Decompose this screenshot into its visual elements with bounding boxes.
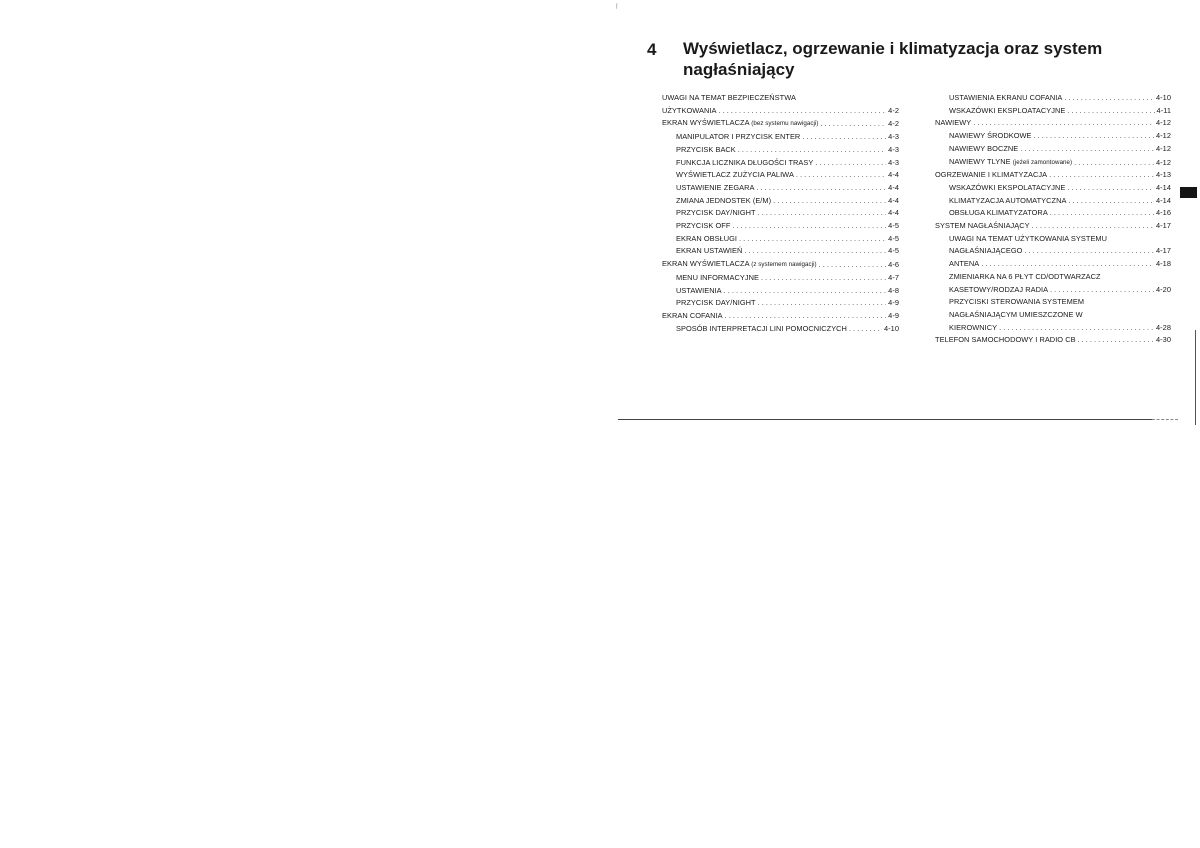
toc-page-number: 4-3 <box>888 132 899 142</box>
toc-entry-label-text: PRZYCISK OFF <box>676 221 731 231</box>
toc-entry <box>935 182 1171 195</box>
toc-entry-label-text: NAWIEWY <box>935 118 972 128</box>
toc-entry <box>662 117 899 131</box>
toc-page-number: 4-13 <box>1156 170 1171 180</box>
toc-entry-label <box>949 207 1048 220</box>
toc-entry-label <box>676 220 730 233</box>
dot-leader <box>756 182 886 195</box>
toc-page-number: 4-5 <box>888 246 899 256</box>
toc-entry-label <box>676 285 722 298</box>
toc-entry-label <box>949 195 1066 208</box>
dot-leader <box>849 323 882 336</box>
toc-entry-label <box>949 182 1065 195</box>
toc-entry <box>662 233 899 246</box>
toc-entry <box>662 157 899 170</box>
toc-entry-label <box>949 143 1018 156</box>
toc-entry-label-text: PRZYCISK BACK <box>676 144 736 154</box>
toc-page-number: 4-30 <box>1156 335 1171 345</box>
toc-entry-label-line: ZMIENIARKA NA 6 PŁYT CD/ODTWARZACZ <box>949 271 1101 281</box>
toc-entry-label-text: EKRAN OBSŁUGI <box>676 233 738 243</box>
toc-entry-label <box>676 245 742 258</box>
toc-entry <box>935 117 1171 130</box>
toc-entry <box>662 272 899 285</box>
toc-entry-label-text: WSKAZÓWKI EKSPLOATACYJNE <box>949 105 1066 115</box>
toc-entry-label <box>676 207 756 220</box>
toc-entry <box>662 297 899 310</box>
toc-entry <box>662 220 899 233</box>
toc-entry-note: (bez systemu nawigacji) <box>751 120 819 128</box>
dot-leader <box>725 310 887 323</box>
toc-entry-label-text: ANTENA <box>949 259 980 269</box>
toc-entry <box>662 92 899 117</box>
toc-entry-label-text: EKRAN COFANIA <box>662 310 723 320</box>
toc-entry-label <box>662 117 818 131</box>
toc-entry-label-text: WSKAZÓWKI EKSPOLATACYJNE <box>949 182 1066 192</box>
toc-page-number: 4-14 <box>1156 195 1171 205</box>
toc-entry-label-text: NAGŁAŚNIAJĄCEGO <box>949 246 1023 256</box>
toc-page-number: 4-2 <box>888 119 899 129</box>
toc-entry <box>662 285 899 298</box>
dot-leader <box>761 272 886 285</box>
dot-leader <box>718 105 886 118</box>
dot-leader <box>796 169 886 182</box>
toc-entry-label-text: PRZYCISK DAY/NIGHT <box>676 298 756 308</box>
toc-entry-label-line: PRZYCISKI STEROWANIA SYSTEMEM <box>949 297 1085 307</box>
toc-page-number: 4-12 <box>1156 143 1171 153</box>
toc-page-number: 4-4 <box>888 182 899 192</box>
toc-entry-label-text: NAWIEWY BOCZNE <box>949 143 1019 153</box>
toc-entry-label <box>662 258 817 272</box>
toc-entry <box>662 310 899 323</box>
toc-page-number: 4-20 <box>1156 284 1171 294</box>
toc-entry-label-text: KASETOWY/RODZAJ RADIA <box>949 284 1049 294</box>
dot-leader <box>1050 207 1154 220</box>
toc-entry-label-text: USTAWIENIE ZEGARA <box>676 182 755 192</box>
dot-leader <box>802 131 886 144</box>
toc-entry-label-text: PRZYCISK DAY/NIGHT <box>676 208 756 218</box>
toc-entry <box>935 156 1171 170</box>
toc-entry-label-text: ZMIANA JEDNOSTEK (E/M) <box>676 195 772 205</box>
toc-entry-label-text: SPOSÓB INTERPRETACJI LINI POMOCNICZYCH <box>676 323 847 333</box>
toc-entry-label <box>949 284 1048 297</box>
toc-entry-label-text: KLIMATYZACJA AUTOMATYCZNA <box>949 195 1067 205</box>
toc-entry-note: (jeżeli zamontowane) <box>1012 158 1073 166</box>
toc-entry-label-text: EKRAN USTAWIEŃ <box>676 246 743 256</box>
toc-page-number: 4-7 <box>888 272 899 282</box>
toc-page-number: 4-17 <box>1156 246 1171 256</box>
toc-entry-label <box>949 245 1022 258</box>
toc-page-number: 4-16 <box>1156 208 1171 218</box>
toc-entry-label <box>676 233 737 246</box>
toc-entry-label-line: UWAGI NA TEMAT BEZPIECZEŃSTWA <box>662 93 796 102</box>
toc-page-number: 4-10 <box>884 323 899 333</box>
dot-leader <box>1049 169 1154 182</box>
dot-leader <box>758 207 887 220</box>
toc-right-column <box>935 92 1171 347</box>
toc-entry-label <box>676 182 754 195</box>
toc-entry-label <box>949 322 997 335</box>
toc-page-number: 4-12 <box>1156 118 1171 128</box>
toc-page-number: 4-4 <box>888 208 899 218</box>
toc-entry <box>935 220 1171 233</box>
toc-page-number: 4-3 <box>888 144 899 154</box>
dot-leader <box>1074 157 1154 170</box>
toc-entry-label <box>676 157 813 170</box>
toc-page-number: 4-5 <box>888 221 899 231</box>
toc-entry <box>935 143 1171 156</box>
toc-entry-label <box>935 169 1047 182</box>
toc-entry-label-text: MANIPULATOR I PRZYCISK ENTER <box>676 132 801 142</box>
dot-leader <box>773 195 886 208</box>
toc-left-column <box>662 92 899 335</box>
toc-page-number: 4-12 <box>1156 157 1171 167</box>
toc-entry-label-text: NAWIEWY ŚRODKOWE <box>949 131 1032 141</box>
toc-entry-label-text: USTAWIENIA <box>676 285 722 295</box>
toc-entry <box>935 92 1171 105</box>
toc-entry-label-text: UŻYTKOWANIA <box>662 105 717 115</box>
toc-entry-label-text: EKRAN WYŚWIETLACZA <box>662 259 750 269</box>
page-edge-line <box>1195 330 1196 425</box>
dot-leader <box>1020 143 1154 156</box>
dot-leader <box>758 297 887 310</box>
toc-page-number: 4-3 <box>888 157 899 167</box>
toc-entry <box>935 334 1171 347</box>
toc-entry-label-text: FUNKCJA LICZNIKA DŁUGOŚCI TRASY <box>676 157 814 167</box>
dot-leader <box>739 233 886 246</box>
toc-entry <box>935 195 1171 208</box>
toc-entry-label-text: TELEFON SAMOCHODOWY I RADIO CB <box>935 335 1076 345</box>
toc-page-number: 4-6 <box>888 260 899 270</box>
toc-entry <box>935 258 1171 271</box>
dot-leader <box>819 259 887 272</box>
toc-entry-label-text: OBSŁUGA KLIMATYZATORA <box>949 208 1048 218</box>
toc-entry <box>935 130 1171 143</box>
toc-entry <box>662 144 899 157</box>
toc-page-number: 4-12 <box>1156 131 1171 141</box>
toc-page-number: 4-11 <box>1156 105 1171 115</box>
bottom-rule <box>618 419 1152 420</box>
toc-entry-label <box>676 195 771 208</box>
toc-entry <box>662 245 899 258</box>
dot-leader <box>738 144 886 157</box>
dot-leader <box>744 245 886 258</box>
toc-page-number: 4-9 <box>888 310 899 320</box>
dot-leader <box>973 117 1154 130</box>
dot-leader <box>1034 130 1154 143</box>
toc-entry <box>662 182 899 195</box>
toc-entry <box>935 296 1171 334</box>
dot-leader <box>981 258 1154 271</box>
toc-entry-label <box>949 130 1032 143</box>
crop-mark: ⌈ <box>616 4 619 10</box>
dot-leader <box>815 157 886 170</box>
dot-leader <box>732 220 886 233</box>
toc-entry <box>662 131 899 144</box>
toc-entry <box>662 258 899 272</box>
toc-entry-label <box>676 144 736 157</box>
dot-leader <box>1024 245 1154 258</box>
toc-entry-label <box>676 169 794 182</box>
toc-entry-label <box>935 334 1076 347</box>
toc-entry <box>935 207 1171 220</box>
toc-page-number: 4-2 <box>888 105 899 115</box>
toc-entry-label <box>949 105 1065 118</box>
toc-entry-label-text: EKRAN WYŚWIETLACZA <box>662 118 750 128</box>
dot-leader <box>1067 182 1154 195</box>
dot-leader <box>1050 284 1154 297</box>
dot-leader <box>1032 220 1154 233</box>
toc-entry-label <box>935 117 971 130</box>
toc-entry-label <box>676 272 759 285</box>
dot-leader <box>1068 195 1154 208</box>
dot-leader <box>820 118 886 131</box>
dot-leader <box>724 285 886 298</box>
chapter-title: Wyświetlacz, ogrzewanie i klimatyzacja oraz system nagłaśniający <box>683 39 1103 79</box>
toc-entry <box>662 195 899 208</box>
dot-leader <box>1078 334 1154 347</box>
toc-page-number: 4-17 <box>1156 221 1171 231</box>
toc-entry <box>662 207 899 220</box>
toc-entry-note: (z systemem nawigacji) <box>751 261 817 269</box>
bottom-rule-extension <box>1152 419 1178 420</box>
toc-page-number: 4-9 <box>888 298 899 308</box>
toc-page-number: 4-5 <box>888 233 899 243</box>
toc-entry-label <box>676 297 756 310</box>
toc-page-number: 4-8 <box>888 285 899 295</box>
toc-entry-label-text: SYSTEM NAGŁAŚNIAJĄCY <box>935 221 1030 231</box>
toc-entry <box>662 323 899 336</box>
toc-entry-label <box>676 323 847 336</box>
dot-leader <box>999 322 1154 335</box>
toc-entry <box>935 233 1171 258</box>
toc-entry-label-line: UWAGI NA TEMAT UŻYTKOWANIA SYSTEMU <box>949 233 1108 243</box>
toc-entry-label-text: OGRZEWANIE I KLIMATYZACJA <box>935 170 1048 180</box>
toc-entry-label-text: MENU INFORMACYJNE <box>676 272 759 282</box>
toc-entry <box>935 271 1171 296</box>
toc-page-number: 4-14 <box>1156 182 1171 192</box>
chapter-number: 4 <box>647 40 657 59</box>
dot-leader <box>1067 105 1154 118</box>
toc-entry-label <box>949 258 979 271</box>
toc-page-number: 4-28 <box>1156 322 1171 332</box>
dot-leader <box>1064 92 1154 105</box>
chapter-thumb-tab <box>1180 187 1197 198</box>
toc-page-number: 4-10 <box>1156 93 1171 102</box>
toc-entry <box>662 169 899 182</box>
toc-entry-label <box>662 310 723 323</box>
toc-entry-label <box>662 105 716 118</box>
toc-entry-label-line: NAGŁAŚNIAJĄCYM UMIESZCZONE W <box>949 309 1083 319</box>
toc-entry-label-text: NAWIEWY TLYNE <box>949 156 1011 166</box>
toc-page-number: 4-18 <box>1156 259 1171 269</box>
toc-page-number: 4-4 <box>888 170 899 180</box>
toc-entry-label <box>949 156 1072 170</box>
toc-entry <box>935 105 1171 118</box>
toc-entry-label <box>676 131 800 144</box>
toc-entry <box>935 169 1171 182</box>
toc-entry-label <box>949 92 1062 105</box>
toc-entry-label <box>935 220 1030 233</box>
toc-page-number: 4-4 <box>888 195 899 205</box>
toc-entry-label-text: WYŚWIETLACZ ZUŻYCIA PALIWA <box>676 170 794 180</box>
toc-entry-label-text: USTAWIENIA EKRANU COFANIA <box>949 93 1063 102</box>
toc-entry-label-text: KIEROWNICY <box>949 322 998 332</box>
